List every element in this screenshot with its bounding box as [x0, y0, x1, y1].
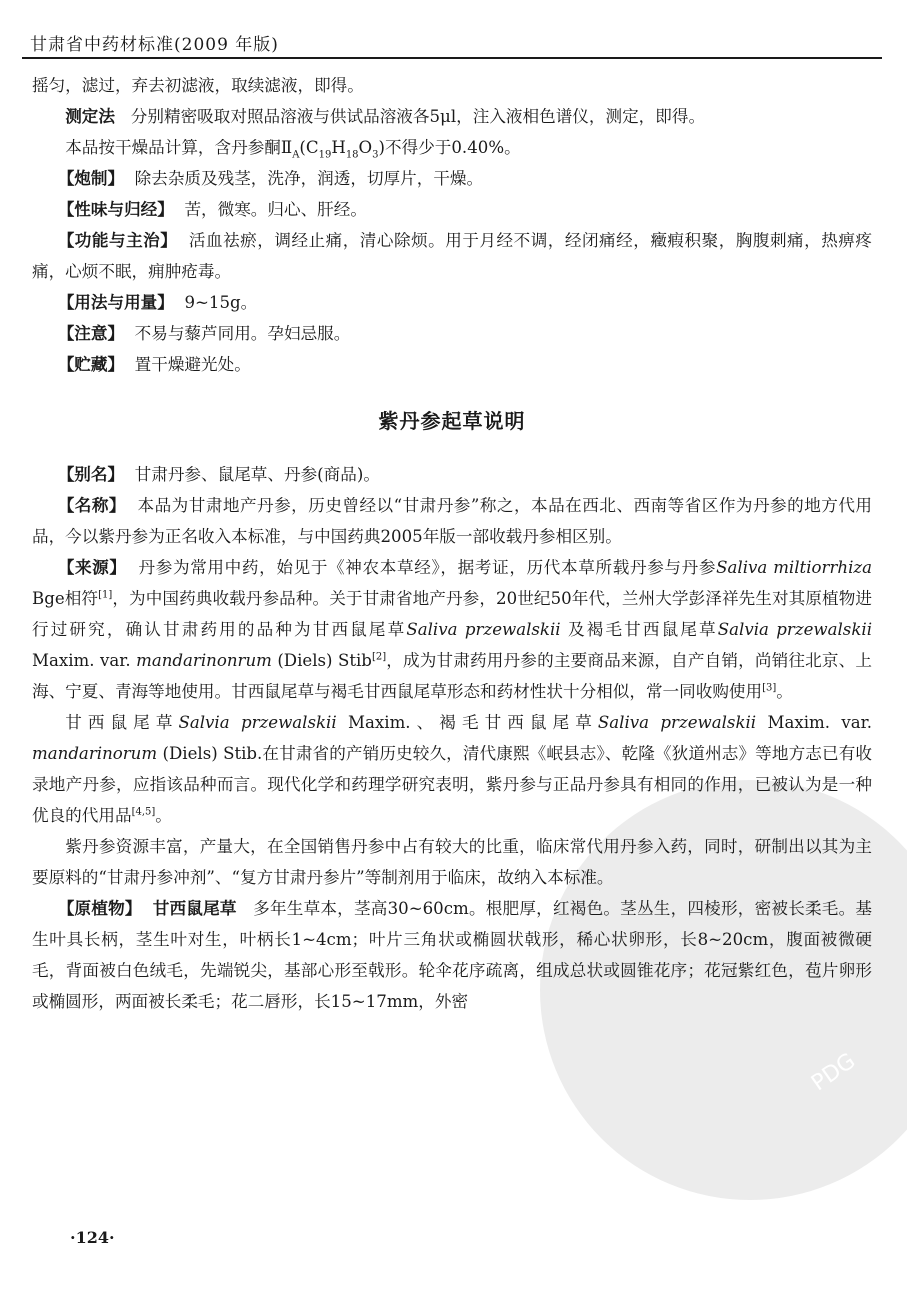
page-body — [32, 70, 872, 1017]
function-paragraph: 【功能与主治】 活血祛瘀，调经止痛，清心除烦。用于月经不调，经闭痛经，癥瘕积聚，胸腹刺痛，热痹疼痛，心烦不眠，痈肿疮毒。 — [32, 231, 873, 281]
usage-paragraph: 【用法与用量】 9~15g。 — [57, 293, 258, 312]
plant-name: 甘西鼠尾草 — [152, 899, 237, 918]
alias-label: 【别名】 — [57, 465, 125, 484]
section-title: 紫丹参起草说明 — [378, 409, 526, 433]
plant-label: 【原植物】 — [57, 899, 142, 918]
storage-label: 【贮藏】 — [57, 355, 125, 374]
assay-text: 分别精密吸取对照品溶液与供试品溶液各5μl，注入液相色谱仪，测定，即得。 — [130, 107, 706, 126]
content-requirement: 本品按干燥品计算，含丹参酮$Ⅱ_A(C_{19}H_{18}O_3)$不得少于0.40%。 — [65, 138, 521, 161]
history-paragraph: 甘西鼠尾草Salvia przewalskii Maxim.、褐毛甘西鼠尾草Saliva przewalskii Maxim. var. mandarinorum (Diels) Stib.在甘肃省的产销历史较久，清代康熙《岷县志》、乾隆《狄道州志》等地方志已有收录地产丹参，应指该品种而言。现代化学和药理学研究表明，紫丹参与正品丹参具有相同的作用，已被认为是一种优良的代用品[4,5]。 — [32, 713, 873, 825]
usage-label: 【用法与用量】 — [57, 293, 174, 312]
nature-paragraph: 【性味与归经】 苦，微寒。归心、肝经。 — [57, 200, 367, 219]
assay-paragraph — [32, 101, 872, 132]
name-label: 【名称】 — [57, 496, 127, 515]
processing-label: 【炮制】 — [57, 169, 125, 188]
alias-paragraph: 【别名】 甘肃丹参、鼠尾草、丹参(商品)。 — [57, 465, 380, 484]
resource-paragraph: 紫丹参资源丰富，产量大，在全国销售丹参中占有较大的比重，临床常代用丹参入药，同时，研制出以其为主要原料的“甘肃丹参冲剂”、“复方甘肃丹参片”等制剂用于临床，故纳入本标准。 — [32, 837, 872, 887]
continued-line: 摇匀，滤过，弃去初滤液，取续滤液，即得。 — [32, 76, 364, 95]
name-paragraph: 【名称】 本品为甘肃地产丹参，历史曾经以“甘肃丹参”称之，本品在西北、西南等省区作为丹参的地方代用品，今以紫丹参为正名收入本标准，与中国药典2005年版一部收载丹参相区别。 — [32, 496, 873, 546]
running-header: 甘肃省中药材标准(2009 年版) — [30, 35, 279, 55]
caution-label: 【注意】 — [57, 324, 125, 343]
processing-paragraph: 【炮制】 除去杂质及残茎，洗净，润透，切厚片，干燥。 — [57, 169, 484, 188]
watermark-text: PDG — [807, 1048, 861, 1097]
page-number: ·124· — [70, 1228, 115, 1247]
function-label: 【功能与主治】 — [57, 231, 178, 250]
caution-paragraph: 【注意】 不易与藜芦同用。孕妇忌服。 — [57, 324, 351, 343]
header-rule — [22, 57, 882, 59]
plant-paragraph: 【原植物】 甘西鼠尾草 多年生草本，茎高30~60cm。根肥厚，红褐色。茎丛生，四棱形，密被长柔毛。基生叶具长柄，茎生叶对生，叶柄长1~4cm；叶片三角状或椭圆状戟形，稀心状卵形，长8~20cm，腹面被微硬毛，背面被白色绒毛，先端锐尖，基部心形至戟形。轮伞花序疏离，组成总状或圆锥花序；花冠紫红色，苞片卵形或椭圆形，两面被长柔毛；花二唇形，长15~17mm，外密 — [32, 899, 872, 1011]
storage-paragraph: 【贮藏】 置干燥避光处。 — [57, 355, 251, 374]
assay-label: 测定法 — [65, 107, 115, 126]
source-label: 【来源】 — [57, 558, 127, 577]
source-paragraph: 【来源】 丹参为常用中药，始见于《神农本草经》，据考证，历代本草所载丹参与丹参Saliva miltiorrhiza Bge相符[1]，为中国药典收载丹参品种。关于甘肃省地产丹参，20世纪50年代，兰州大学彭泽祥先生对其原植物进行过研究，确认甘肃药用的品种为甘西鼠尾草Saliva przewalskii 及褐毛甘西鼠尾草Salvia przewalskii Maxim. var. mandarinonrum (Diels) Stib[2]，成为甘肃药用丹参的主要商品来源，自产自销，尚销往北京、上海、宁夏、青海等地使用。甘西鼠尾草与褐毛甘西鼠尾草形态和药材性状十分相似，常一同收购使用[3]。 — [32, 558, 873, 701]
nature-label: 【性味与归经】 — [57, 200, 174, 219]
